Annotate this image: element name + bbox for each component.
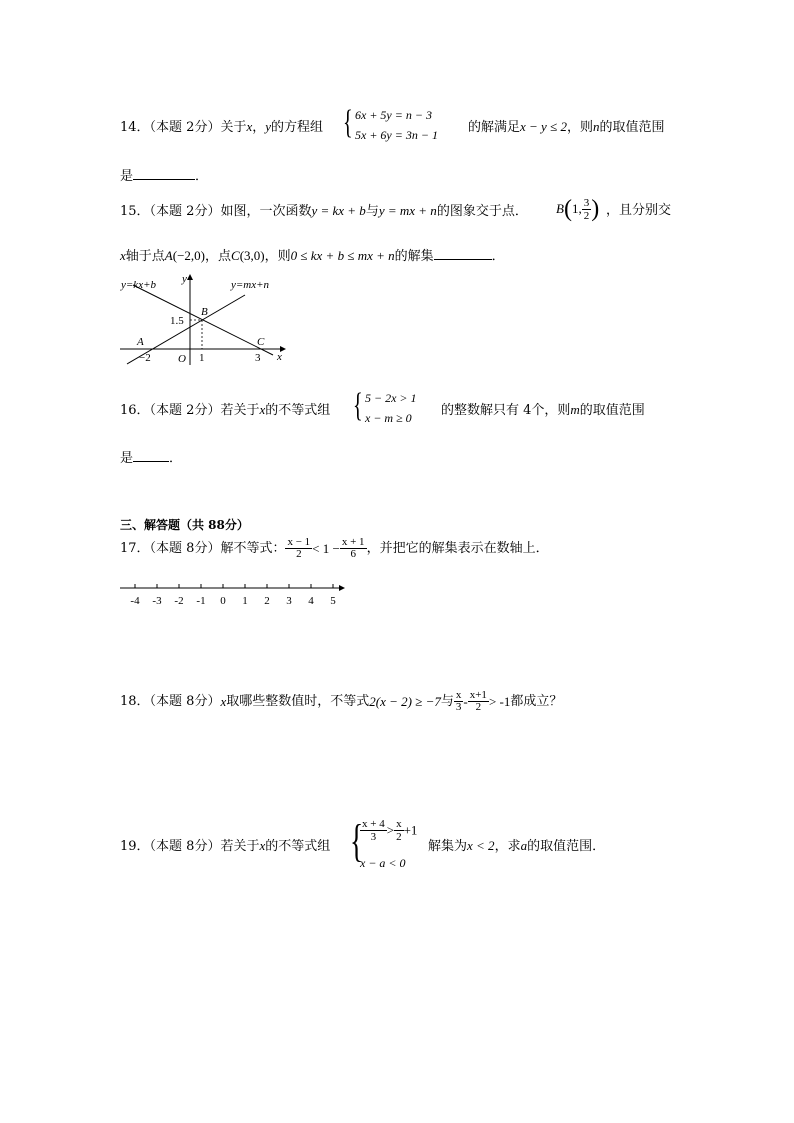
q16-var-m: m [570, 402, 580, 417]
q14-line2-text: 是 [120, 169, 134, 184]
q15-line2 [120, 247, 505, 263]
q14-answer-blank[interactable] [133, 167, 195, 180]
q16-eq2: x − m ≥ 0 [365, 411, 412, 425]
q16-var-x: x [259, 402, 266, 417]
q15-prefix: 15．（本题 2分）如图，一次函数 [120, 204, 312, 219]
section-3-title: 三、解答题（共 88分） [120, 518, 249, 532]
number-line-tick-label: -4 [130, 595, 140, 607]
q14-tail: ，则 [566, 120, 593, 135]
q15-point-c: C [231, 248, 240, 263]
q15-then: ，则 [264, 249, 291, 264]
q17-frac1 [285, 537, 312, 560]
label-x: x [277, 351, 282, 363]
q14-cond-text: 的解满足 [468, 120, 521, 135]
q18-frac2 [468, 690, 489, 713]
line-mx-n [133, 285, 273, 355]
q19-line1 [120, 839, 330, 853]
q17-f2-den: 6 [350, 548, 356, 560]
q17-f2-num: x + 1 [341, 536, 365, 548]
q15-c-coord: (3,0) [239, 248, 265, 263]
label-f1: y=kx+b [121, 279, 156, 291]
q16-line2-text: 是 [120, 451, 134, 466]
q19-f1-den: 3 [370, 831, 377, 843]
q19-mid: 的不等式组 [265, 839, 331, 854]
q19-prefix: 19．（本题 8分）若关于 [120, 839, 260, 854]
q16-answer-blank[interactable] [133, 449, 169, 462]
q14-line1 [120, 120, 323, 134]
number-line-tick-label: -2 [174, 595, 184, 607]
q18-f1-num: x [455, 689, 462, 701]
q14-brace: { [343, 104, 353, 141]
number-line-tick-label: 4 [308, 595, 314, 607]
number-line [118, 582, 348, 608]
q16-line1 [120, 403, 330, 417]
q18-tail: 都成立？ [510, 694, 563, 709]
tick-3: 3 [255, 352, 261, 364]
q15-b-num: 3 [583, 197, 590, 209]
q17-tail: ，并把它的解集表示在数轴上． [366, 541, 549, 556]
q19-eq1 [360, 818, 417, 843]
q17-lt: < 1 − [312, 541, 340, 556]
q14-eq2: 5x + 6y = 3n − 1 [355, 128, 438, 142]
q14-tail2: 的取值范围 [599, 120, 665, 135]
q19-frac2 [394, 818, 404, 843]
q19-var-a: a [520, 838, 528, 853]
q16-line2 [120, 449, 182, 465]
q17-frac2 [340, 537, 367, 560]
q15-line1 [120, 204, 528, 218]
q19-plus1: +1 [403, 822, 418, 838]
q19-f2-num: x [396, 818, 402, 830]
q19-cond: x < 2 [467, 838, 495, 853]
q19-gt: > [386, 822, 395, 838]
q15-b-x: 1, [571, 201, 582, 216]
q18-f1-den: 3 [455, 701, 462, 713]
label-b: B [201, 306, 208, 318]
q15-paren-close: ) [591, 196, 600, 222]
q15-paren-open: ( [563, 196, 572, 222]
q14-prefix: 14．（本题 2分）关于 [120, 120, 247, 135]
q18-with: 与 [440, 694, 454, 709]
q16-end: ． [169, 451, 183, 466]
q17-prefix: 17．（本题 8分）解不等式： [120, 541, 286, 556]
tick-1-5: 1.5 [170, 315, 184, 327]
q14-eq1: 6x + 5y = n − 3 [355, 108, 432, 122]
number-line-tick-label: 0 [220, 595, 226, 607]
label-a: A [137, 336, 144, 348]
q18-prefix: 18．（本题 8分） [120, 694, 221, 709]
q14-cond-line [468, 120, 665, 134]
q15-f2: y = mx + n [378, 203, 437, 218]
q19-f2-den: 2 [396, 831, 402, 843]
q19-tail3: 的取值范围． [527, 839, 606, 854]
q16-mid: 的不等式组 [265, 403, 331, 418]
q19-f1-num: x + 4 [362, 818, 385, 830]
q16-brace: { [353, 387, 363, 424]
q14-line2 [120, 167, 208, 183]
q19-tail2: ，求 [494, 839, 521, 854]
q19-var-x: x [259, 838, 266, 853]
q15-answer-blank[interactable] [434, 247, 492, 260]
q15-graph [115, 270, 295, 370]
q15-point-b-label: B [556, 201, 564, 216]
label-y: y [182, 273, 187, 285]
q15-tail: ，且分别交 [606, 203, 672, 218]
number-line-tick-label: 2 [264, 595, 270, 607]
q15-line2-x: x [120, 248, 126, 263]
q15-end: ． [491, 249, 505, 264]
number-line-tick-label: 1 [242, 595, 248, 607]
q18-frac1 [454, 690, 464, 713]
q16-tail2: 的取值范围 [579, 403, 645, 418]
q14-var-y: y [265, 119, 272, 134]
q15-b-frac [582, 197, 592, 222]
q17-f1-num: x − 1 [287, 536, 311, 548]
q15-point-a: A [164, 248, 173, 263]
number-line-tick-label: 3 [286, 595, 292, 607]
q18-minus: - [463, 694, 468, 709]
q14-var-n: n [592, 119, 600, 134]
q14-end: ． [195, 169, 209, 184]
q19-eq2: x − a < 0 [360, 856, 406, 870]
q17-f1-den: 2 [296, 548, 302, 560]
q14-var-x: x [246, 119, 253, 134]
label-o: O [178, 353, 186, 365]
q17-line [120, 537, 549, 560]
q15-point-c-text: ，点 [205, 249, 232, 264]
q15-point-b [556, 196, 599, 223]
q18-ineq1: 2(x − 2) ≥ −7 [369, 694, 441, 709]
q15-ineq: 0 ≤ kx + b ≤ mx + n [290, 248, 395, 263]
q16-tail: 的整数解只有 4个，则 [441, 403, 571, 418]
q18-gt: > -1 [488, 694, 511, 709]
q19-brace: { [350, 815, 364, 866]
q18-mid: 取哪些整数值时，不等式 [226, 694, 370, 709]
label-f2: y=mx+n [231, 279, 270, 291]
q15-b-den: 2 [583, 210, 590, 222]
q16-eq1: 5 − 2x > 1 [365, 391, 417, 405]
q15-sol: 的解集 [394, 249, 434, 264]
q19-tail-line [428, 839, 605, 853]
number-line-tick-label: -1 [196, 595, 206, 607]
q18-line [120, 690, 562, 713]
q18-f2-num: x+1 [469, 689, 487, 701]
q14-comma: ， [252, 120, 266, 135]
number-line-tick-label: 5 [330, 595, 336, 607]
q19-tail: 解集为 [428, 839, 468, 854]
q15-with: 与 [365, 204, 379, 219]
q14-cond: x − y ≤ 2 [520, 119, 567, 134]
q19-frac1 [360, 818, 387, 843]
q15-f1: y = kx + b [311, 203, 366, 218]
q15-mid: 的图象交于点． [436, 204, 528, 219]
q18-f2-den: 2 [475, 701, 482, 713]
q15-line2-a: 轴于点 [125, 249, 165, 264]
q16-tail-line [441, 403, 645, 417]
q16-prefix: 16．（本题 2分）若关于 [120, 403, 260, 418]
label-c: C [257, 336, 265, 348]
tick-neg2: −2 [139, 352, 151, 364]
number-line-tick-label: -3 [152, 595, 162, 607]
q18-var-x: x [220, 694, 227, 709]
tick-1: 1 [199, 352, 205, 364]
q15-a-coord: (−2,0) [172, 248, 205, 263]
q14-mid: 的方程组 [271, 120, 324, 135]
